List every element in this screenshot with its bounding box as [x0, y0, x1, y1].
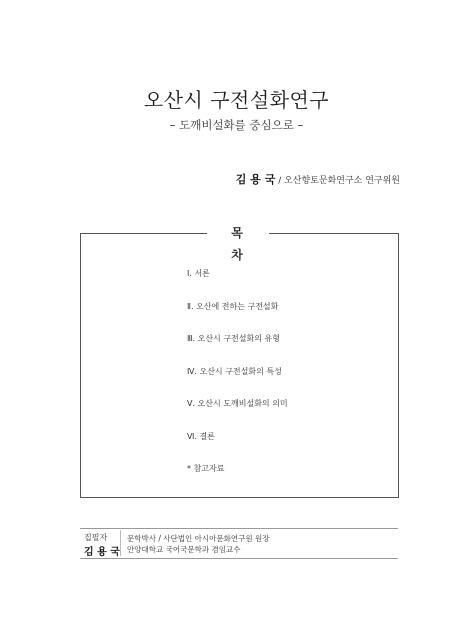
footer-top-rule: [80, 528, 398, 529]
paper-subtitle: – 도깨비설화를 중심으로 –: [169, 118, 304, 132]
toc-item: * 참고자료: [187, 464, 225, 473]
toc-item: Ⅴ. 오산시 도깨비설화의 의미: [187, 399, 288, 408]
footer-divider: [120, 530, 121, 556]
footer-bottom-rule: [80, 558, 398, 559]
toc-item: Ⅵ. 결론: [187, 431, 215, 441]
toc-item: Ⅱ. 오산에 전하는 구전설화: [187, 301, 279, 311]
author-line: [236, 171, 400, 187]
writer-name: 김 용 국: [84, 547, 120, 558]
paper-title: 오산시 구전설화연구: [143, 88, 330, 112]
writer-bio-line: 안양대학교 국어국문학과 겸임교수: [127, 545, 241, 554]
writer-label: 집필자: [84, 533, 108, 542]
toc-item: Ⅲ. 오산시 구전설화의 유형: [187, 334, 280, 343]
toc-item: Ⅳ. 오산시 구전설화의 특성: [187, 366, 282, 376]
writer-bio-line: 문학박사 / 사단법인 아시아문화연구원 원장: [127, 534, 270, 543]
toc-item: Ⅰ. 서론: [187, 269, 210, 278]
author-affiliation: / 오산향토문화연구소 연구위원: [278, 176, 400, 186]
toc-heading: 목차: [207, 222, 269, 244]
toc-list: [187, 268, 288, 496]
author-name: 김 용 국: [235, 173, 276, 186]
